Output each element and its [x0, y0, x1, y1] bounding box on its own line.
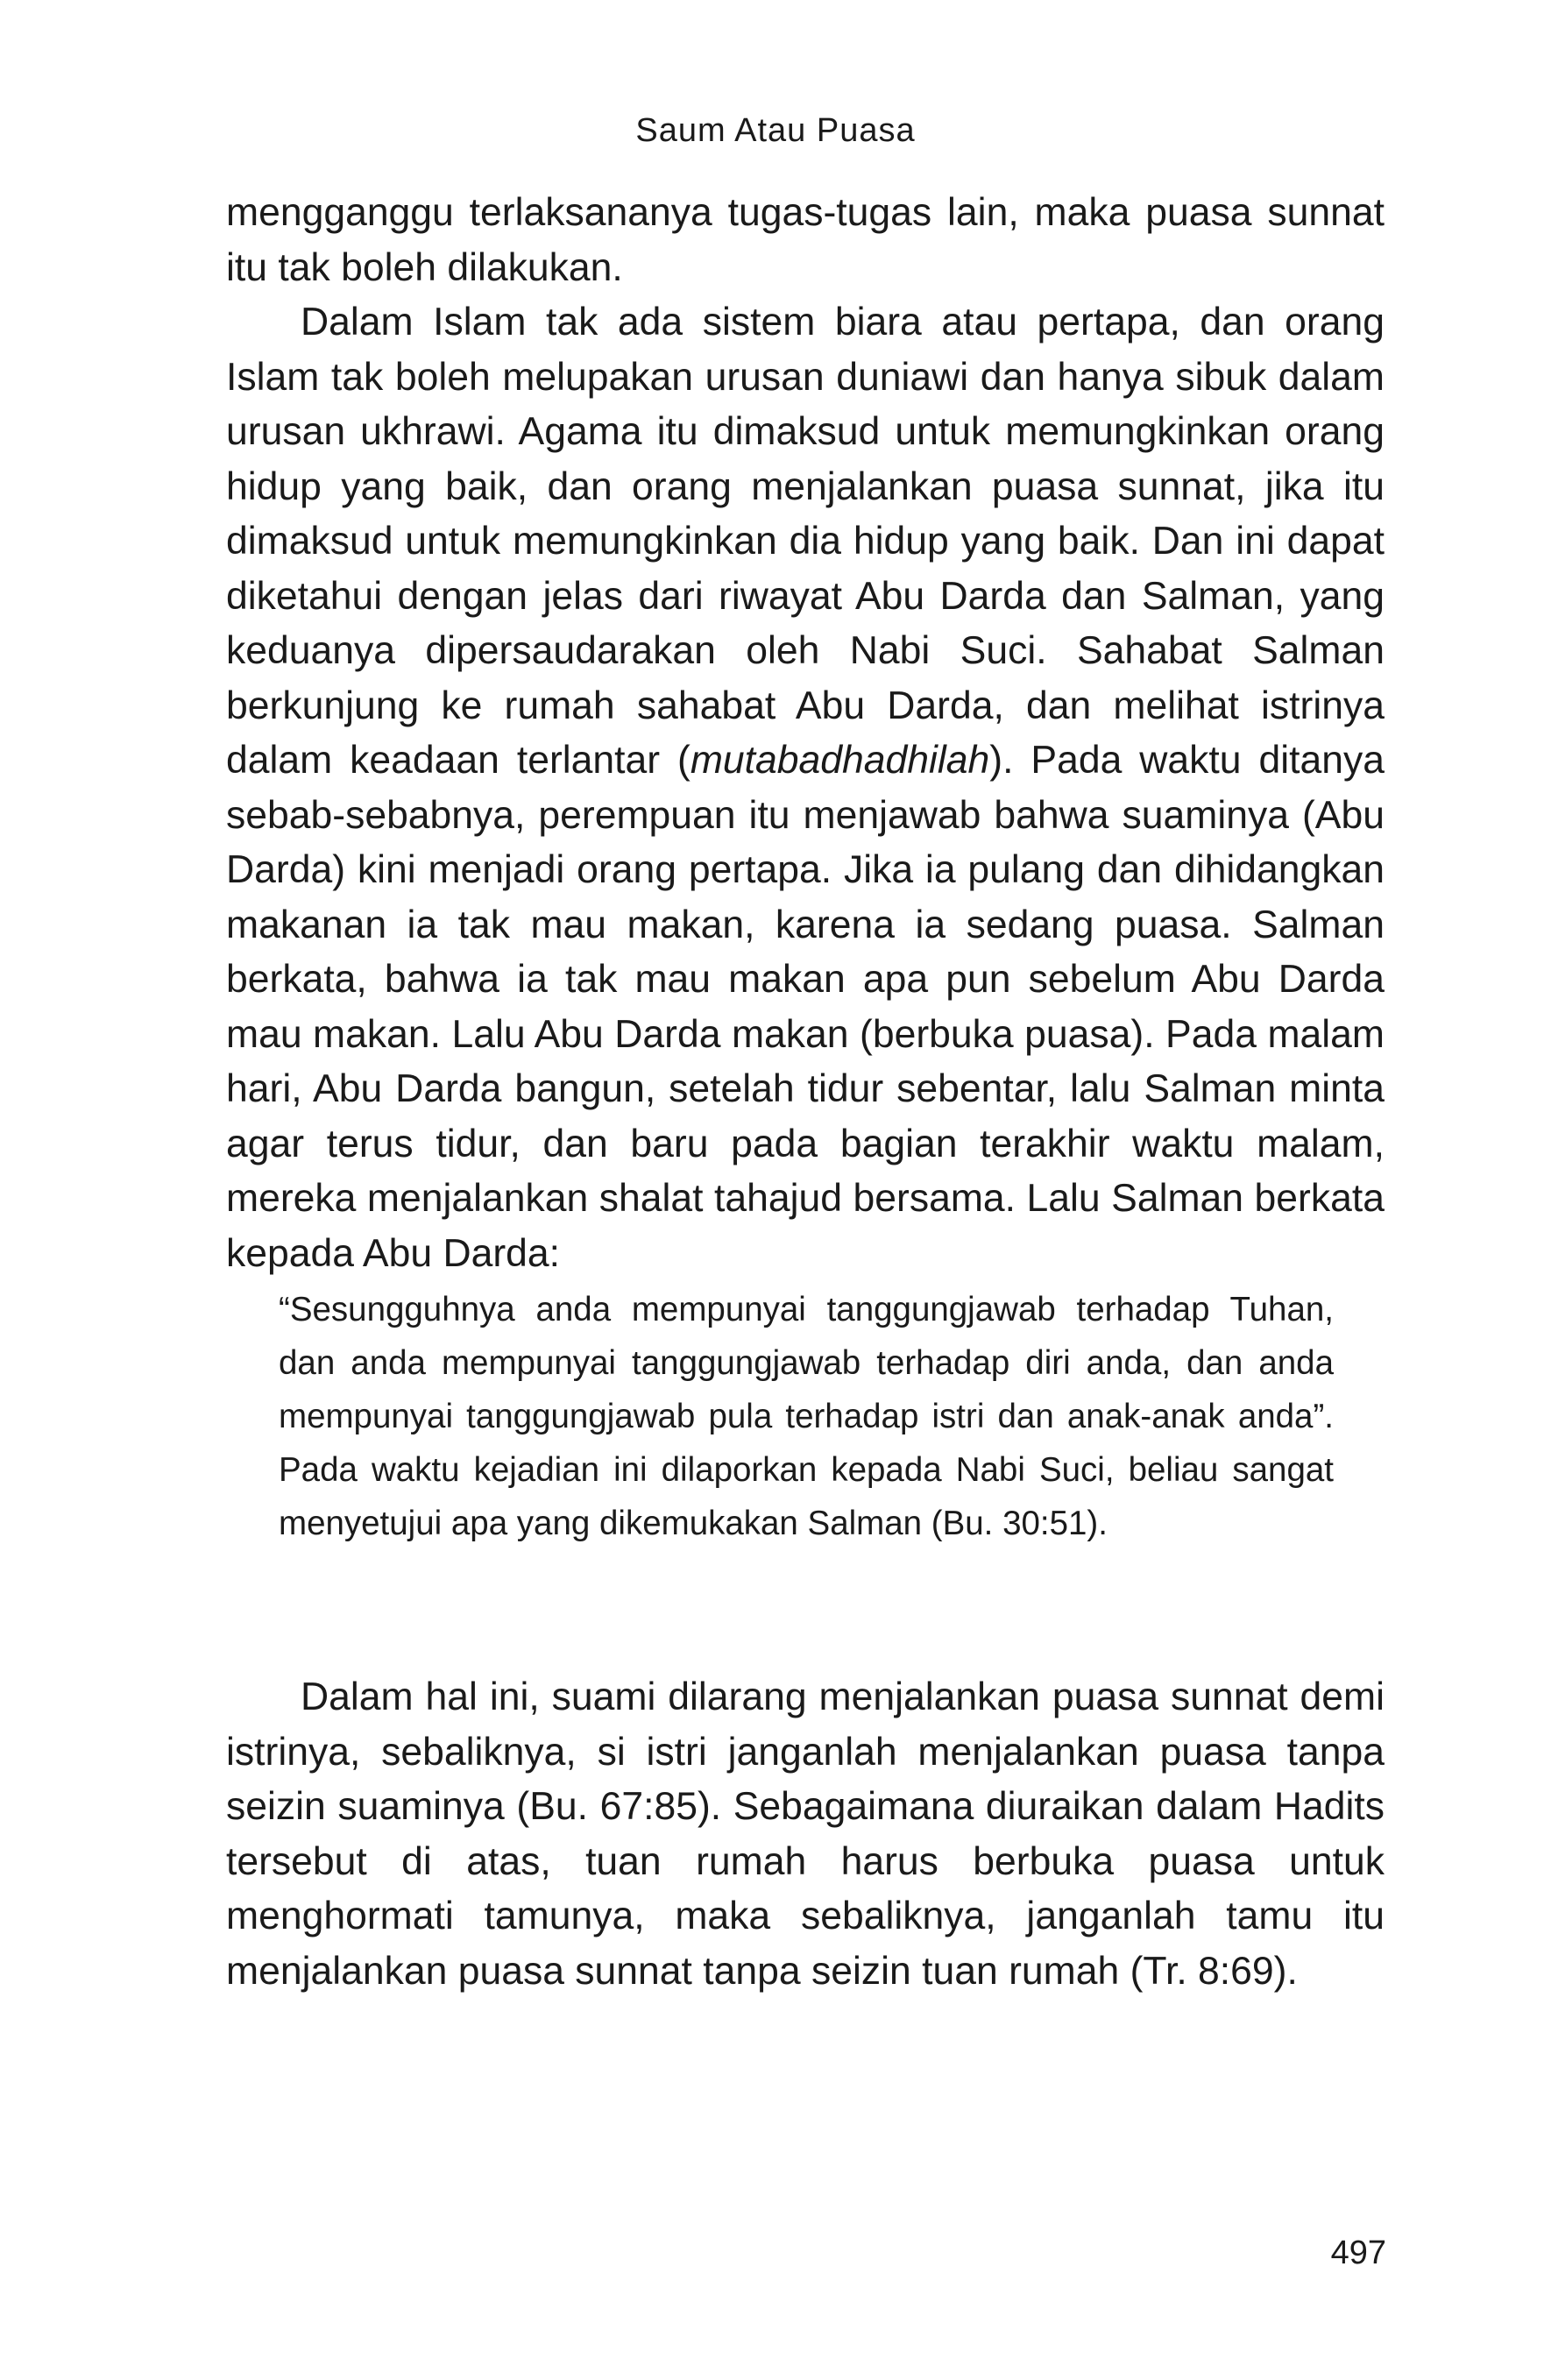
paragraph-text-end: ). Pada waktu ditanya sebab-sebabnya, perempuan itu menjawab bahwa suaminya (Abu Darda) kini menjadi orang pertapa. Jika ia pulang dan dihidangkan makanan ia tak mau makan, karena ia sedang puasa. Salman berkata, bahwa ia tak mau makan apa pun sebelum Abu Darda mau makan. Lalu Abu Darda makan (berbuka puasa). Pada malam hari, Abu Darda bangun, setelah tidur sebentar, lalu Salman minta agar terus tidur, dan baru pada bagian terakhir waktu malam, mereka menjalankan shalat tahajud bersama. Lalu Salman berkata kepada Abu Darda:	[226, 739, 1385, 1275]
paragraph-continuation: mengganggu terlaksananya tugas-tugas lain, maka puasa sunnat itu tak boleh dilakukan.	[226, 191, 1385, 289]
paragraph-text-start: Dalam Islam tak ada sistem biara atau pertapa, dan orang Islam tak boleh melupakan urusan duniawi dan hanya sibuk dalam urusan ukhrawi. Agama itu dimaksud untuk memungkinkan orang hidup yang baik, dan orang menjalankan puasa sunnat, jika itu dimaksud untuk memungkinkan dia hidup yang baik. Dan ini dapat diketahui dengan jelas dari riwayat Abu Darda dan Salman, yang keduanya dipersaudarakan oleh Nabi Suci. Sahabat Salman berkunjung ke rumah sahabat Abu Darda, dan melihat istrinya dalam keadaan terlantar (	[226, 301, 1385, 782]
page-number: 497	[1330, 2235, 1386, 2271]
running-head-title: Saum Atau Puasa	[635, 112, 916, 149]
main-text-upper	[226, 186, 1385, 1281]
main-text-lower	[226, 1670, 1385, 1999]
block-quote: “Sesungguhnya anda mempunyai tanggungjawab terhadap Tuhan, dan anda mempunyai tanggungjawab terhadap diri anda, dan anda mempunyai tanggungjawab pula terhadap istri dan anak-anak anda”. Pada waktu kejadian ini dilaporkan kepada Nabi Suci, beliau sangat menyetujui apa yang dikemukakan Salman (Bu. 30:51).	[279, 1291, 1334, 1542]
italic-term: mutabadhadhilah	[690, 739, 990, 782]
paragraph-conclusion: Dalam hal ini, suami dilarang menjalankan puasa sunnat demi istrinya, sebaliknya, si istri janganlah menjalankan puasa tanpa seizin suaminya (Bu. 67:85). Sebagaimana diuraikan dalam Hadits tersebut di atas, tuan rumah harus berbuka puasa untuk menghormati tamunya, maka sebaliknya, janganlah tamu itu menjalankan puasa sunnat tanpa seizin tuan rumah (Tr. 8:69).	[226, 1675, 1385, 1993]
paragraph-abu-darda-story	[226, 295, 1385, 1281]
